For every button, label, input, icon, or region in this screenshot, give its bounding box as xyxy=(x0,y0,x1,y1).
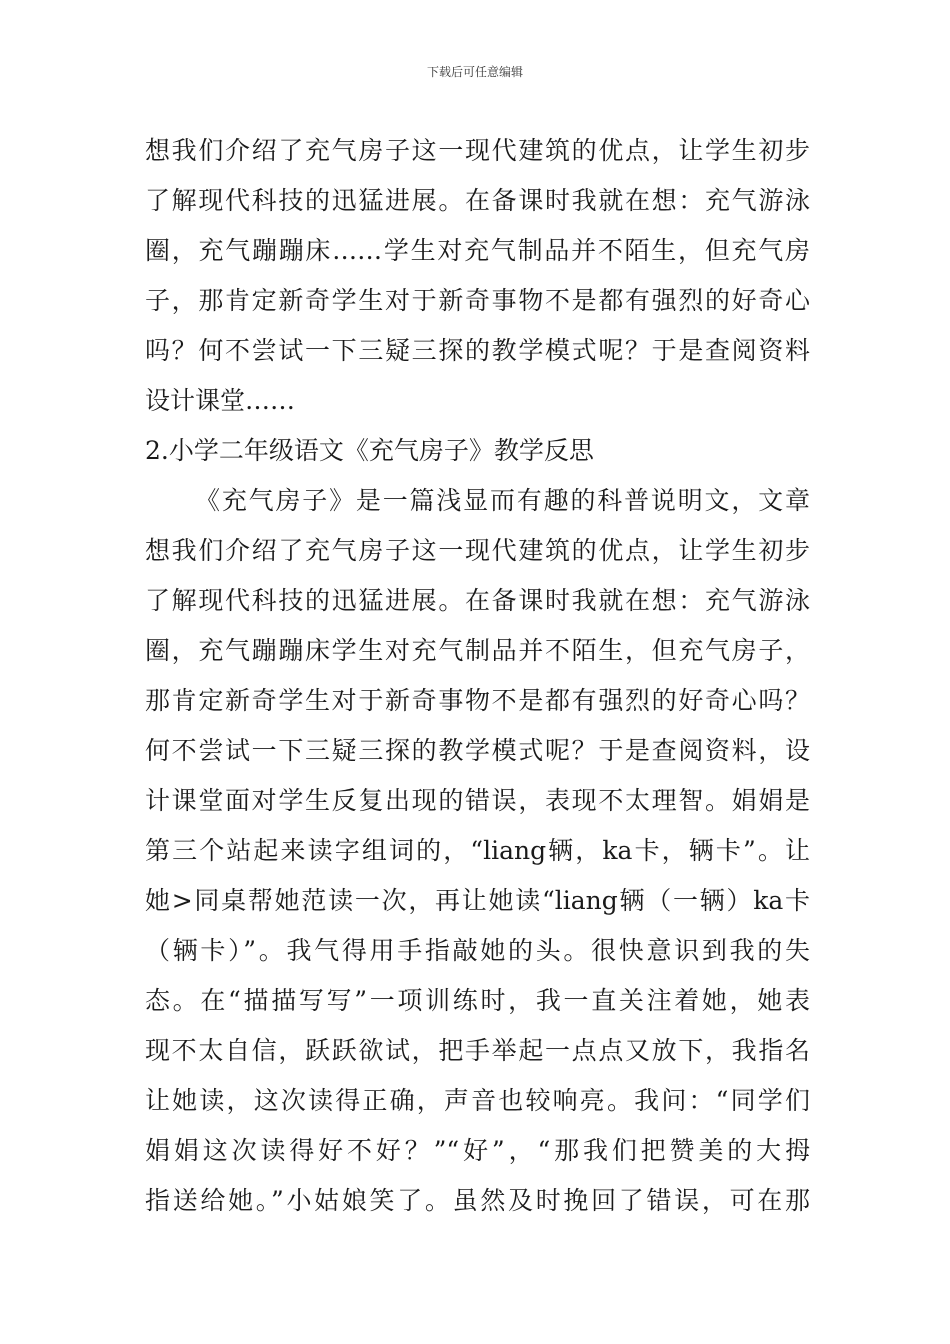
paragraph-line: 圈，充气蹦蹦床……学生对充气制品并不陌生，但充气房 xyxy=(145,236,810,265)
paragraph-line: 想我们介绍了充气房子这一现代建筑的优点，让学生初步 xyxy=(145,536,810,565)
paragraph-line: 现不太自信，跃跃欲试，把手举起一点点又放下，我指名 xyxy=(145,1036,810,1065)
paragraph-line: （辆卡）”。我气得用手指敲她的头。很快意识到我的失 xyxy=(145,936,810,965)
paragraph-line: 何不尝试一下三疑三探的教学模式呢？于是查阅资料，设 xyxy=(145,736,810,765)
paragraph-line: 让她读，这次读得正确，声音也较响亮。我问：“同学们 xyxy=(145,1086,810,1115)
paragraph-line: 那肯定新奇学生对于新奇事物不是都有强烈的好奇心吗？ xyxy=(145,686,810,715)
paragraph-line: 圈，充气蹦蹦床学生对充气制品并不陌生，但充气房子， xyxy=(145,636,810,665)
paragraph-line: 想我们介绍了充气房子这一现代建筑的优点，让学生初步 xyxy=(145,136,810,165)
paragraph-line: 第三个站起来读字组词的，“liang辆，ka卡，辆卡”。让 xyxy=(145,836,810,865)
page-header: 下载后可任意编辑 xyxy=(426,65,523,79)
paragraph-line: 态。在“描描写写”一项训练时，我一直关注着她，她表 xyxy=(145,986,810,1015)
paragraph-line: 《充气房子》是一篇浅显而有趣的科普说明文，文章 xyxy=(195,486,810,515)
paragraph-line: 她>同桌帮她范读一次，再让她读“liang辆（一辆）ka卡 xyxy=(145,886,810,915)
paragraph-line: 计课堂面对学生反复出现的错误，表现不太理智。娟娟是 xyxy=(145,786,810,815)
section-heading: 2.小学二年级语文《充气房子》教学反思 xyxy=(145,436,594,465)
paragraph-line: 吗？何不尝试一下三疑三探的教学模式呢？于是查阅资料 xyxy=(145,336,810,365)
paragraph-line: 了解现代科技的迅猛进展。在备课时我就在想：充气游泳 xyxy=(145,186,810,215)
paragraph-line: 子，那肯定新奇学生对于新奇事物不是都有强烈的好奇心 xyxy=(145,286,810,315)
paragraph-line: 了解现代科技的迅猛进展。在备课时我就在想：充气游泳 xyxy=(145,586,810,615)
paragraph-line: 指送给她。”小姑娘笑了。虽然及时挽回了错误，可在那 xyxy=(145,1186,810,1215)
paragraph-line: 设计课堂…… xyxy=(145,386,296,415)
paragraph-line: 娟娟这次读得好不好？”“好”，“那我们把赞美的大拇 xyxy=(145,1136,810,1165)
